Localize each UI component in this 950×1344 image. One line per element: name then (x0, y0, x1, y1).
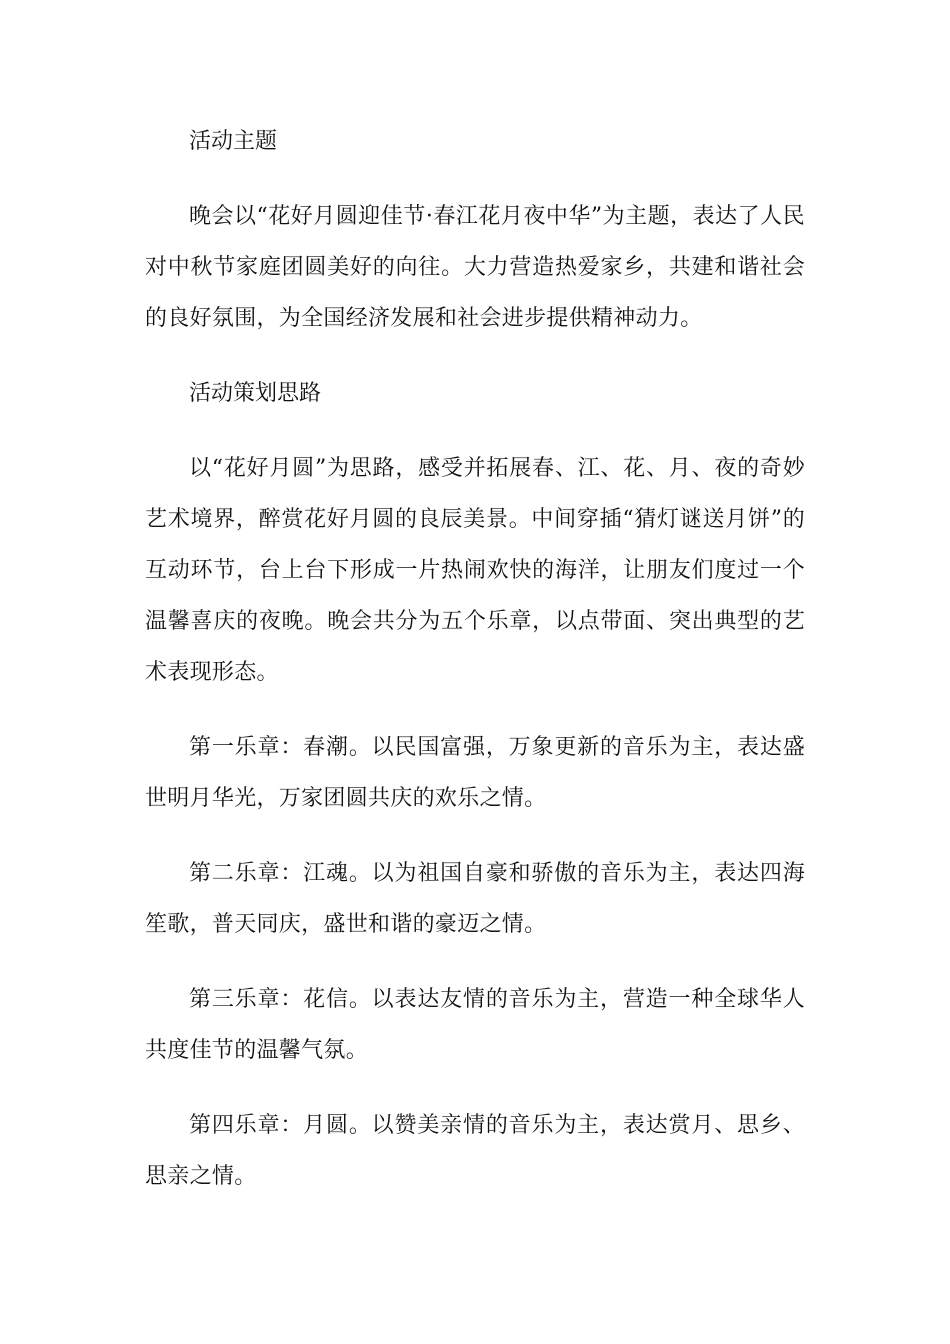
spacer (145, 698, 805, 722)
heading-activity-theme: 活动主题 (189, 129, 278, 154)
spacer (145, 950, 805, 974)
paragraph-chapter-2: 第二乐章：江魂。以为祖国自豪和骄傲的音乐为主，表达四海笙歌，普天同庆，盛世和谐的豪迈之情。 (145, 861, 805, 937)
document-body (145, 116, 805, 1202)
paragraph-chapter-4: 第四乐章：月圆。以赞美亲情的音乐为主，表达赏月、思乡、思亲之情。 (145, 1113, 805, 1189)
paragraph-activity-plan: 以“花好月圆”为思路，感受并拓展春、江、花、月、夜的奇妙艺术境界，醉赏花好月圆的良辰美景。中间穿插“猜灯谜送月饼”的互动环节，台上台下形成一片热闹欢快的海洋，让朋友们度过一个温馨喜庆的夜晚。晚会共分为五个乐章，以点带面、突出典型的艺术表现形态。 (145, 456, 805, 685)
paragraph-activity-theme: 晚会以“花好月圆迎佳节·春江花月夜中华”为主题，表达了人民对中秋节家庭团圆美好的向往。大力营造热爱家乡，共建和谐社会的良好氛围，为全国经济发展和社会进步提供精神动力。 (145, 204, 805, 331)
spacer (145, 419, 805, 443)
heading-activity-plan: 活动策划思路 (189, 381, 322, 406)
spacer (145, 167, 805, 191)
spacer (145, 344, 805, 368)
paragraph-chapter-3: 第三乐章：花信。以表达友情的音乐为主，营造一种全球华人共度佳节的温馨气氛。 (145, 987, 805, 1063)
paragraph-chapter-1: 第一乐章：春潮。以民国富强，万象更新的音乐为主，表达盛世明月华光，万家团圆共庆的欢乐之情。 (145, 735, 805, 811)
spacer (145, 824, 805, 848)
spacer (145, 1076, 805, 1100)
